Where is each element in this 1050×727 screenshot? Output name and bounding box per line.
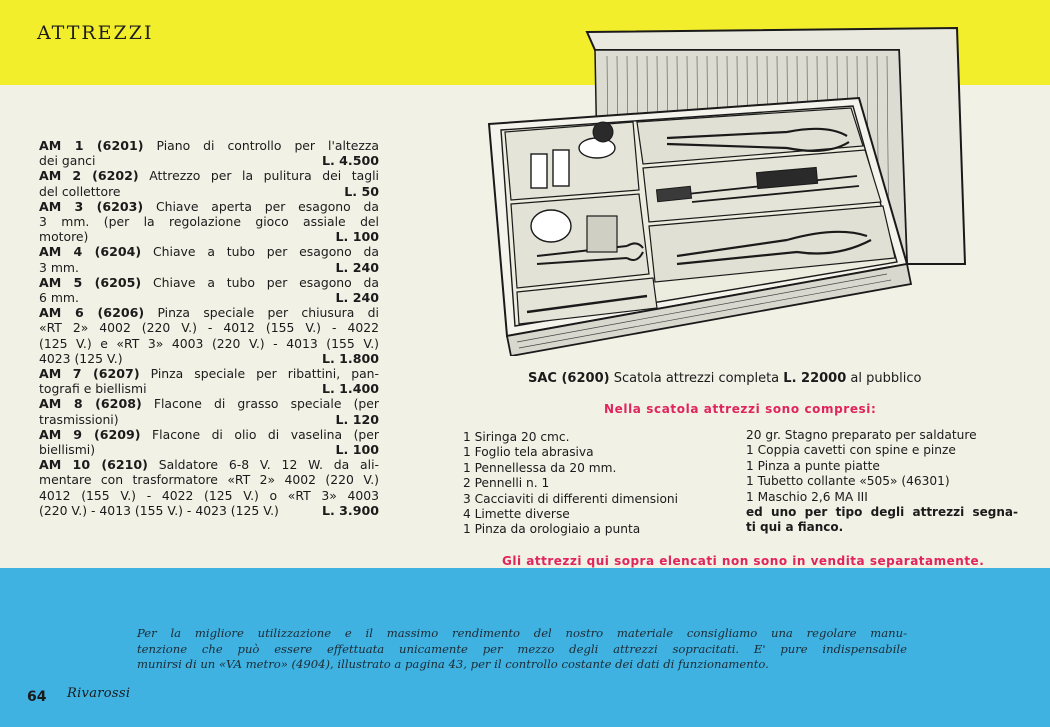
tool-item-price: L. 50 (344, 183, 379, 199)
contents-item: 1 Siringa 20 cmc. (463, 430, 570, 444)
tool-item-last-line: 4023 (125 V.) (39, 350, 123, 366)
tool-item-text: «RT 2» 4002 (220 V.) - 4012 (155 V.) - 4022 (39, 320, 379, 336)
sac-caption (528, 371, 921, 386)
tool-item (39, 366, 379, 396)
tool-item (39, 199, 379, 245)
tool-item-last-line: 6 mm. (39, 290, 79, 306)
tool-item (39, 457, 379, 518)
tool-item-price-line (39, 503, 379, 518)
tool-item-price: L. 100 (335, 229, 379, 245)
tool-item-list (39, 138, 379, 518)
contents-item: 2 Pennelli n. 1 (463, 476, 550, 491)
tool-item-price-line (39, 381, 379, 396)
tool-item-text: mentare con trasformatore «RT 2» 4002 (220 V.) (39, 472, 379, 488)
tool-item-line (39, 396, 379, 411)
tool-item-price: L. 240 (335, 290, 379, 306)
tool-item-last-line: biellismi) (39, 442, 96, 458)
tool-item-price: L. 120 (335, 411, 379, 427)
contents-heading: Nella scatola attrezzi sono compresi: (604, 402, 877, 416)
tool-item-line (39, 305, 379, 320)
tool-item-line (39, 244, 379, 259)
tool-item-price-line (39, 229, 379, 244)
tool-item-code: AM 7 (6207) (39, 366, 140, 382)
contents-item: 1 Pinza da orologiaio a punta (463, 522, 641, 537)
tool-item-price-line (39, 412, 379, 427)
tool-item-price-line (39, 290, 379, 305)
contents-extra-note: ed uno per tipo degli attrezzi segna- (746, 505, 1018, 520)
contents-item: 3 Cacciaviti di differenti dimensioni (463, 491, 679, 506)
tool-item (39, 244, 379, 274)
tool-item-price: L. 4.500 (321, 153, 379, 169)
tool-item-text: Flacone di grasso speciale (per (153, 396, 379, 412)
contents-item: 1 Foglio tela abrasiva (463, 445, 594, 460)
tool-item-text: 3 mm. (per la regolazione gioco assiale del (39, 214, 379, 230)
tool-item-price-line (39, 184, 379, 199)
tool-item-line (39, 275, 379, 290)
tool-item-text: 4012 (155 V.) - 4022 (125 V.) o «RT 3» 4003 (39, 487, 379, 503)
tool-item-text: Saldatore 6-8 V. 12 W. da ali- (158, 457, 379, 473)
tool-item-code: AM 1 (6201) (39, 138, 144, 153)
tool-item-price: L. 1.800 (321, 350, 379, 366)
tool-item (39, 396, 379, 426)
contents-item: 20 gr. Stagno preparato per saldature (746, 428, 977, 442)
tool-item-price: L. 3.900 (321, 502, 379, 518)
tool-item-last-line: trasmissioni) (39, 411, 119, 427)
tool-item-line (39, 214, 379, 229)
tool-item-last-line: motore) (39, 229, 89, 245)
contents-extra-note: ti qui a fianco. (746, 520, 844, 535)
tool-item-last-line: 3 mm. (39, 259, 79, 275)
tool-item-price-line (39, 351, 379, 366)
tool-item-line (39, 138, 379, 153)
tool-item-text: Chiave a tubo per esagono da (153, 244, 380, 260)
maintenance-note (137, 626, 907, 673)
tool-item-code: AM 3 (6203) (39, 198, 144, 214)
tool-item-last-line: (220 V.) - 4013 (155 V.) - 4023 (125 V.) (39, 502, 279, 518)
maintenance-note-line: Per la migliore utilizzazione e il massimo rendimento del nostro materiale consigliamo una regolare manu- (137, 626, 907, 640)
tool-item-text: (125 V.) e «RT 3» 4003 (220 V.) - 4013 (155 V.) (39, 335, 379, 351)
tool-item-line (39, 168, 379, 183)
not-for-sale-notice: Gli attrezzi qui sopra elencati non sono in vendita separatamente. (502, 554, 985, 568)
tool-item-line (39, 488, 379, 503)
tool-item-last-line: tografi e biellismi (39, 381, 147, 397)
tool-item-price-line (39, 153, 379, 168)
contents-item: 1 Tubetto collante «505» (46301) (746, 474, 950, 489)
tool-item-code: AM 2 (6202) (39, 168, 139, 184)
tool-item-last-line: dei ganci (39, 153, 96, 169)
sac-price: L. 22000 (783, 371, 847, 386)
tool-item-code: AM 6 (6206) (39, 305, 145, 321)
tool-item-code: AM 8 (6208) (39, 396, 142, 412)
tool-item-text: Chiave a tubo per esagono da (153, 274, 380, 290)
tool-item-line (39, 366, 379, 381)
contents-item: 1 Pennellessa da 20 mm. (463, 460, 617, 475)
tool-item-line (39, 457, 379, 472)
tool-item-text: Chiave aperta per esagono da (155, 198, 379, 214)
page-number: 64 (27, 689, 47, 705)
tool-item-line (39, 199, 379, 214)
sac-description: Scatola attrezzi completa (613, 371, 780, 386)
tool-item-code: AM 10 (6210) (39, 457, 148, 473)
tool-item-text: Pinza speciale per ribattini, pan- (150, 366, 379, 382)
tool-item-last-line: del collettore (39, 183, 121, 199)
maintenance-note-line: munirsi di un «VA metro» (4904), illustrato a pagina 43, per il controllo costante dei dati di funzionamento. (137, 657, 769, 671)
tool-item-price: L. 100 (335, 442, 379, 458)
tool-item (39, 138, 379, 168)
tool-item-text: Pinza speciale per chiusura di (157, 305, 379, 321)
tool-item (39, 275, 379, 305)
tool-item-price-line (39, 442, 379, 457)
contents-item: 1 Coppia cavetti con spine e pinze (746, 443, 956, 458)
tool-item (39, 427, 379, 457)
tool-item-line (39, 427, 379, 442)
tool-item (39, 168, 379, 198)
tool-item-text: Flacone di olio di vaselina (per (152, 426, 380, 442)
tool-item-line (39, 336, 379, 351)
sac-code: SAC (6200) (528, 371, 610, 386)
contents-item: 1 Pinza a punte piatte (746, 458, 880, 473)
tool-item-code: AM 9 (6209) (39, 426, 141, 442)
tool-item-code: AM 4 (6204) (39, 244, 142, 260)
contents-item: 4 Limette diverse (463, 507, 570, 522)
tool-item-price: L. 1.400 (321, 381, 379, 397)
contents-item: 1 Maschio 2,6 MA III (746, 489, 868, 504)
tool-item-line (39, 472, 379, 487)
tool-item-price: L. 240 (335, 259, 379, 275)
tool-item (39, 305, 379, 366)
toolbox-illustration (487, 26, 967, 356)
tool-item-price-line (39, 260, 379, 275)
tool-item-line (39, 320, 379, 335)
maintenance-note-line: tenzione che può essere effettuata unicamente per mezzo degli attrezzi sopracitati. E' pure indispensabile (137, 641, 907, 656)
brand-logo: Rivarossi (67, 686, 131, 701)
tool-item-code: AM 5 (6205) (39, 274, 142, 290)
contents-list-left (463, 430, 678, 538)
contents-list-right (746, 428, 1018, 536)
sac-price-suffix: al pubblico (850, 371, 922, 386)
section-title: ATTREZZI (37, 22, 154, 44)
tool-item-text: Piano di controllo per l'altezza (156, 138, 379, 153)
tool-item-text: Attrezzo per la pulitura dei tagli (149, 168, 379, 184)
